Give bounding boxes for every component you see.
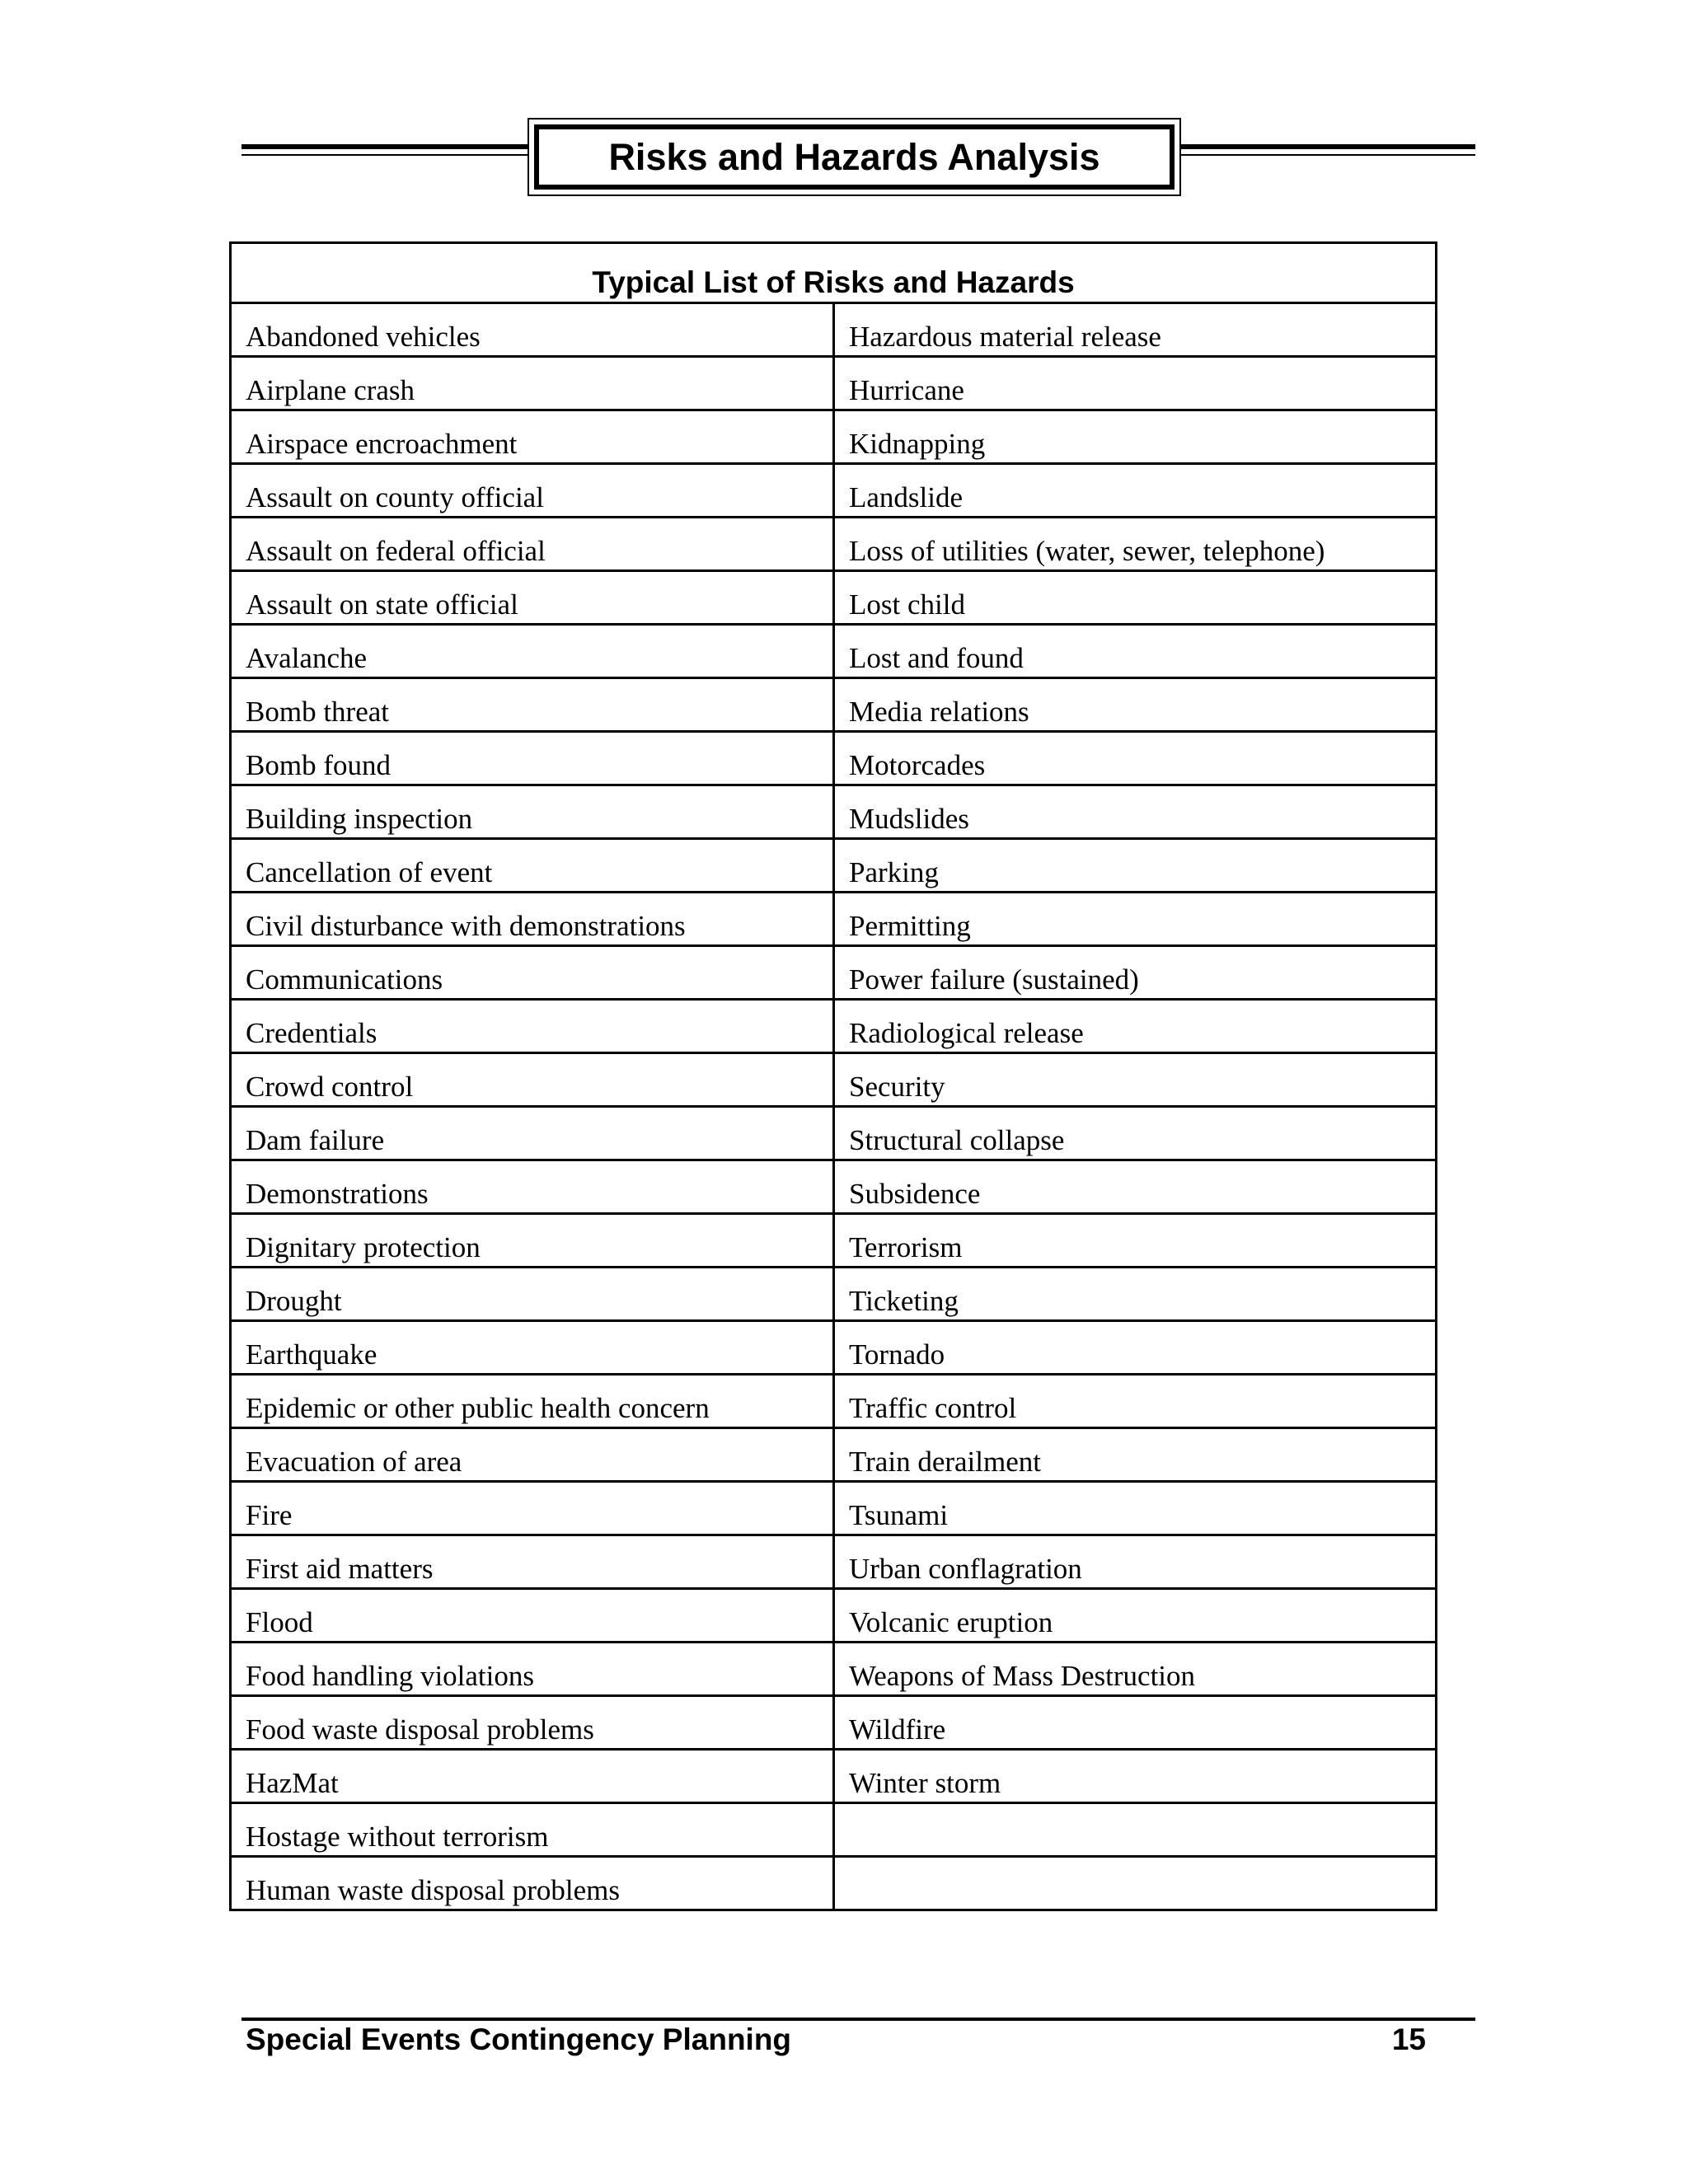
table-cell-right: Permitting [834,893,1437,946]
table-cell-right: Loss of utilities (water, sewer, telephone) [834,518,1437,571]
page-title: Risks and Hazards Analysis [608,135,1100,178]
table-row [231,1053,1437,1107]
table-row [231,678,1437,732]
table-cell-right: Radiological release [834,1000,1437,1053]
table-cell-right: Parking [834,839,1437,893]
table-cell-right: Kidnapping [834,410,1437,464]
table-cell-right: Motorcades [834,732,1437,785]
table-cell-right: Volcanic eruption [834,1589,1437,1643]
table-cell-left: Hostage without terrorism [231,1803,834,1857]
table-row [231,839,1437,893]
table-cell-right: Security [834,1053,1437,1107]
table-row [231,1428,1437,1482]
table-row [231,893,1437,946]
table-row [231,1375,1437,1428]
table-header-row [231,243,1437,303]
table-cell-left: Bomb threat [231,678,834,732]
table-cell-right: Winter storm [834,1750,1437,1803]
table-row [231,1482,1437,1535]
table-cell-right: Media relations [834,678,1437,732]
table-cell-left: Earthquake [231,1321,834,1375]
table-cell-right: Terrorism [834,1214,1437,1268]
table-row [231,1000,1437,1053]
risks-hazards-table [229,241,1437,1911]
table-cell-left: Abandoned vehicles [231,303,834,357]
table-row [231,410,1437,464]
table-cell-left: Dignitary protection [231,1214,834,1268]
table-cell-right: Lost child [834,571,1437,625]
table-cell-left: HazMat [231,1750,834,1803]
table-row [231,946,1437,1000]
table-cell-right: Power failure (sustained) [834,946,1437,1000]
table-cell-right: Hazardous material release [834,303,1437,357]
table-cell-right: Tsunami [834,1482,1437,1535]
table-row [231,1750,1437,1803]
table-cell-left: Demonstrations [231,1160,834,1214]
table-cell-right: Landslide [834,464,1437,518]
table-cell-right: Train derailment [834,1428,1437,1482]
table-cell-left: Evacuation of area [231,1428,834,1482]
table-cell-right: Mudslides [834,785,1437,839]
table-row [231,571,1437,625]
table-body [231,303,1437,1910]
table-cell-right: Structural collapse [834,1107,1437,1160]
table-row [231,1535,1437,1589]
table-row [231,1589,1437,1643]
table-cell-right: Subsidence [834,1160,1437,1214]
table-row [231,1214,1437,1268]
table-cell-right: Wildfire [834,1696,1437,1750]
table-cell-left: Assault on federal official [231,518,834,571]
table-row [231,1643,1437,1696]
table-cell-left: Airspace encroachment [231,410,834,464]
table-row [231,732,1437,785]
section-banner [241,118,1475,199]
table-cell-left: First aid matters [231,1535,834,1589]
table-row [231,518,1437,571]
table-cell-left: Human waste disposal problems [231,1857,834,1910]
table-cell-left: Crowd control [231,1053,834,1107]
table-cell-left: Fire [231,1482,834,1535]
table-row [231,1696,1437,1750]
table-row [231,1321,1437,1375]
table-cell-left: Drought [231,1268,834,1321]
table-cell-left: Assault on county official [231,464,834,518]
table-cell-right [834,1857,1437,1910]
footer-rule [241,2018,1475,2021]
table-cell-left: Dam failure [231,1107,834,1160]
table-cell-right [834,1803,1437,1857]
table-row [231,625,1437,678]
table-cell-right: Hurricane [834,357,1437,410]
table-cell-right: Ticketing [834,1268,1437,1321]
table-row [231,1107,1437,1160]
table-cell-right: Tornado [834,1321,1437,1375]
table-cell-right: Traffic control [834,1375,1437,1428]
table-cell-left: Epidemic or other public health concern [231,1375,834,1428]
table-caption: Typical List of Risks and Hazards [231,243,1437,303]
table-cell-left: Avalanche [231,625,834,678]
table-row [231,357,1437,410]
footer-page-number: 15 [1391,2022,1426,2056]
table-cell-left: Civil disturbance with demonstrations [231,893,834,946]
banner-frame [528,118,1181,196]
table-row [231,785,1437,839]
table-cell-right: Lost and found [834,625,1437,678]
table-cell-right: Urban conflagration [834,1535,1437,1589]
table-cell-right: Weapons of Mass Destruction [834,1643,1437,1696]
table-cell-left: Bomb found [231,732,834,785]
table-cell-left: Cancellation of event [231,839,834,893]
table-cell-left: Food waste disposal problems [231,1696,834,1750]
table-row [231,1857,1437,1910]
table-cell-left: Food handling violations [231,1643,834,1696]
table-cell-left: Assault on state official [231,571,834,625]
table-row [231,1803,1437,1857]
table-row [231,1268,1437,1321]
table-cell-left: Building inspection [231,785,834,839]
table-cell-left: Credentials [231,1000,834,1053]
table-cell-left: Airplane crash [231,357,834,410]
table-row [231,303,1437,357]
table-cell-left: Flood [231,1589,834,1643]
table-row [231,1160,1437,1214]
table-cell-left: Communications [231,946,834,1000]
table-row [231,464,1437,518]
banner-inner-frame [534,124,1175,190]
footer-document-title: Special Events Contingency Planning [246,2022,792,2056]
